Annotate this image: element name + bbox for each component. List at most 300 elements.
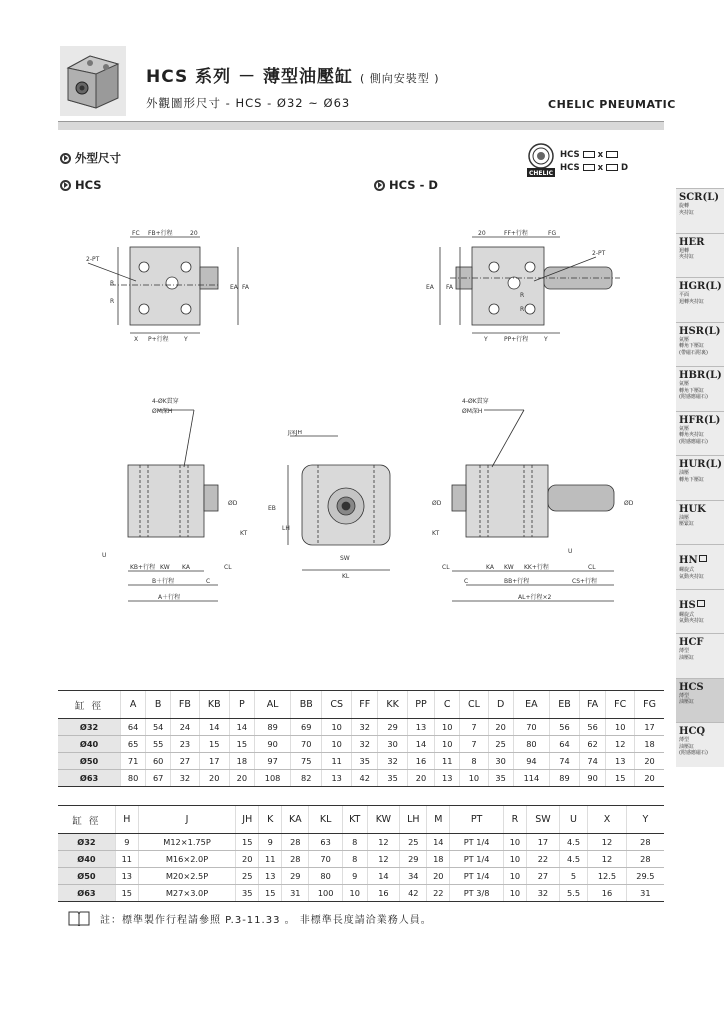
dim-label: KB+行程 [130,564,156,571]
table-cell: 108 [254,770,291,787]
table-cell: 23 [171,736,199,753]
table-cell: 11 [322,753,352,770]
table-cell: PT 3/8 [450,885,504,902]
table-cell: 74 [550,753,580,770]
column-header: M [427,806,450,834]
table-cell: 15 [259,885,282,902]
sidebar-item-desc: 迴轉夾持缸 [679,298,705,305]
column-header: PP [407,691,434,719]
footnote [68,910,432,926]
table-cell: 20 [229,770,254,787]
dim-label: ØM深H [152,408,173,415]
table-cell: 80 [513,736,550,753]
dim-label: FG [548,230,557,237]
column-header: FA [579,691,606,719]
title-sub: ( 側向安裝型 ) [359,72,440,85]
dim-label: 2-PT [592,250,606,257]
column-header: EA [513,691,550,719]
column-header: KA [282,806,309,834]
bore-size-cell: Ø32 [58,834,115,851]
column-header: KL [309,806,342,834]
column-header: BB [291,691,322,719]
sidebar-item-desc: 薄型 [679,692,690,699]
sidebar-item-code: HCS [679,681,704,693]
dim-label: R [110,280,115,287]
table-cell: 32 [378,753,408,770]
dim-label: CL [588,564,596,571]
drawing-hcs-side [100,395,260,605]
dim-label: CL [442,564,450,571]
column-header: A [121,691,146,719]
sidebar-item-desc: 轉角下壓缸 [679,343,705,349]
dim-label: KA [486,564,494,571]
column-header: K [259,806,282,834]
logo-badge-text: CHELIC [529,170,553,177]
column-header: KT [342,806,367,834]
table-cell: 27 [171,753,199,770]
table-cell: 13 [606,753,635,770]
table-cell: 80 [121,770,146,787]
sidebar-item-hcs[interactable] [676,678,724,723]
table-cell: 20 [635,753,664,770]
column-header: CS [322,691,352,719]
sidebar-item-desc: 油壓 [679,470,690,476]
column-header: CL [460,691,488,719]
sidebar-item-hsrl[interactable] [676,322,724,367]
table-cell: M12×1.75P [138,834,235,851]
sidebar-item-desc: (附感應磁石) [679,750,708,756]
dim-label: LH [282,525,290,532]
sidebar-item-code: HUR(L) [679,459,722,470]
table-cell: 16 [367,885,400,902]
column-header: EB [550,691,580,719]
drawing-hcs-top [80,225,280,345]
dim-label: KW [160,564,170,571]
table-cell: 17 [199,753,229,770]
sidebar-item-code: HER [679,236,705,248]
dim-label: EA [426,284,434,291]
table-cell: 10 [342,885,367,902]
dim-label: C [206,578,211,585]
column-header: FG [635,691,664,719]
dim-label: KT [240,530,248,537]
dim-label: FA [446,284,454,291]
table-cell: 55 [146,736,171,753]
dim-label: ØD [624,500,634,507]
table-cell: 30 [488,753,513,770]
table-row [58,868,664,885]
sidebar-item-code: HUK [679,503,706,515]
column-header: H [115,806,138,834]
sidebar-item-desc: 迴轉 [679,247,690,254]
table-cell: 10 [460,770,488,787]
table-cell: 42 [352,770,378,787]
table-cell: 31 [626,885,664,902]
dim-label: X [134,336,139,343]
table-cell: 14 [367,868,400,885]
table-cell: 69 [291,719,322,736]
sidebar-item-desc: 油壓缸 [679,699,695,705]
table-cell: 16 [588,885,627,902]
sidebar-item-desc: (帶磁石附裏) [679,349,708,356]
table-cell: 10 [435,736,460,753]
table-cell: 35 [488,770,513,787]
table-cell: 9 [115,834,138,851]
column-header: KK [378,691,408,719]
column-header: 缸 徑 [58,806,115,834]
table-row [58,885,664,902]
table-cell: 11 [435,753,460,770]
bore-size-cell: Ø40 [58,851,115,868]
table-cell: 60 [146,753,171,770]
sidebar-item-huk[interactable] [676,500,724,545]
table-cell: 89 [550,770,580,787]
column-header: FB [171,691,199,719]
column-header: JH [236,806,259,834]
table-cell: 80 [309,868,342,885]
table-cell: 28 [282,834,309,851]
bore-size-cell: Ø50 [58,753,121,770]
sidebar-item-desc: (附感應磁石) [679,438,708,445]
dim-label: FB+行程 [148,230,173,237]
table-cell: 64 [550,736,580,753]
table-cell: M27×3.0P [138,885,235,902]
table-cell: 12 [367,851,400,868]
product-sidebar [676,188,724,767]
dim-label: P+行程 [148,336,169,343]
sidebar-item-desc: 旋轉 [679,203,690,209]
sidebar-item-hurl[interactable] [676,455,724,500]
table-cell: 13 [435,770,460,787]
play-bullet-icon [60,180,71,191]
table-cell: 18 [635,736,664,753]
table-cell: 8 [460,753,488,770]
sidebar-item-desc: 薄型 [679,737,690,743]
table-cell: 4.5 [559,851,587,868]
dim-label: EA [230,284,238,291]
table-row [58,834,664,851]
table-cell: 4.5 [559,834,587,851]
column-header: KW [367,806,400,834]
table-cell: 7 [460,719,488,736]
table-cell: 29.5 [626,868,664,885]
dim-label: FF+行程 [504,230,528,237]
table-cell: 10 [503,868,526,885]
section-hcs-d: HCS - D [374,178,438,192]
bore-size-cell: Ø32 [58,719,121,736]
bore-size-cell: Ø50 [58,868,115,885]
dimension-table-2 [58,805,664,902]
book-icon [68,910,90,926]
table-cell: 74 [579,753,606,770]
table-cell: 70 [291,736,322,753]
dim-label: PP+行程 [504,336,529,343]
table-cell: 12.5 [588,868,627,885]
table-cell: 15 [199,736,229,753]
table-cell: 20 [199,770,229,787]
table-cell: 34 [400,868,427,885]
table-cell: 32 [526,885,559,902]
table-cell: 12 [606,736,635,753]
dim-label: ØD [228,500,238,507]
table-cell: 29 [378,719,408,736]
dim-label: C [464,578,469,585]
play-bullet-icon [374,180,385,191]
dim-label: R [520,306,525,313]
table-row [58,770,664,787]
sidebar-item-code: HFR(L) [679,414,721,426]
table-cell: 35 [352,753,378,770]
dim-label: 4-ØK貫穿 [462,398,489,405]
sidebar-item-her[interactable] [676,233,724,278]
table-cell: 15 [229,736,254,753]
note-text: 註：標準製作行程請參照 P.3-11.33 。 非標準長度請洽業務人員。 [100,914,432,926]
column-header: PT [450,806,504,834]
table-cell: 90 [254,736,291,753]
dim-label: R [520,292,525,299]
dim-label: B＋行程 [152,578,175,585]
table-cell: 14 [427,834,450,851]
table-cell: 10 [503,885,526,902]
dim-label: R [110,298,115,305]
table-cell: 32 [171,770,199,787]
table-cell: 22 [427,885,450,902]
dim-label: FC [132,230,140,237]
sidebar-item-desc: 氣壓 [679,381,690,387]
table-cell: 15 [236,834,259,851]
bore-size-cell: Ø63 [58,770,121,787]
table-cell: 24 [171,719,199,736]
sidebar-item-code: HCQ [679,726,706,737]
table-cell: 14 [199,719,229,736]
order-code-legend: HCS x HCS x D [560,150,629,173]
sidebar-item-desc: 轉角下壓缸 [679,476,705,483]
table-cell: M20×2.5P [138,868,235,885]
sidebar-item-desc: 螺旋式 [679,567,695,573]
sidebar-item-desc: 壓緊缸 [679,521,695,527]
page-title: HCS 系列 － 薄型油壓缸 ( 側向安裝型 ) [146,67,440,87]
dim-label: KL [342,573,350,580]
table-cell: 5 [559,868,587,885]
dim-label: KA [182,564,190,571]
column-header: KB [199,691,229,719]
table-cell: 67 [146,770,171,787]
table-cell: 12 [588,834,627,851]
sidebar-item-code: HGR(L) [679,281,722,292]
dim-label: CL [224,564,232,571]
table-cell: 8 [342,851,367,868]
column-header: 缸 徑 [58,691,121,719]
table-cell: 9 [259,834,282,851]
dim-label: BB+行程 [504,578,530,585]
column-header: FC [606,691,635,719]
table-cell: 20 [407,770,434,787]
dim-label: KW [504,564,514,571]
table-row [58,736,664,753]
column-header: X [588,806,627,834]
sidebar-item-code: HSR(L) [679,325,721,337]
table-cell: 18 [229,753,254,770]
table-cell: 70 [513,719,550,736]
table-cell: 31 [282,885,309,902]
table-cell: M16×2.0P [138,851,235,868]
column-header: U [559,806,587,834]
table-cell: 114 [513,770,550,787]
dim-label: KK+行程 [524,564,549,571]
table-cell: 11 [115,851,138,868]
table-cell: 42 [400,885,427,902]
dim-label: A＋行程 [158,594,181,601]
table-cell: 5.5 [559,885,587,902]
dim-label: Y [184,336,188,343]
sidebar-item-hgrl[interactable] [676,277,724,322]
checkbox-glyph-icon [699,555,707,562]
table-cell: 17 [635,719,664,736]
table-cell: 20 [236,851,259,868]
sidebar-item-desc: 夾持缸 [679,209,695,216]
sidebar-item-hn[interactable] [676,544,724,589]
table-cell: 18 [427,851,450,868]
sidebar-item-desc: 氣動夾持缸 [679,573,705,580]
table-cell: 13 [115,868,138,885]
dim-label: AL+行程×2 [518,594,552,601]
dim-label: U [102,552,107,559]
table-cell: PT 1/4 [450,868,504,885]
column-header: J [138,806,235,834]
table-cell: 13 [259,868,282,885]
sidebar-item-scrl[interactable] [676,188,724,233]
dim-label: 2-PT [86,256,100,263]
table-row [58,851,664,868]
table-cell: 15 [606,770,635,787]
sidebar-item-desc: 平面 [679,292,690,298]
sidebar-item-hbrl[interactable] [676,366,724,411]
dim-label: ØD [432,500,442,507]
sidebar-item-desc: 氣動夾持缸 [679,618,705,624]
table-cell: 13 [407,719,434,736]
column-header: Y [626,806,664,834]
table-row [58,719,664,736]
table-cell: 70 [309,851,342,868]
bore-size-cell: Ø40 [58,736,121,753]
table-cell: PT 1/4 [450,834,504,851]
table-cell: 10 [322,719,352,736]
column-header: SW [526,806,559,834]
table-cell: 65 [121,736,146,753]
table-cell: 32 [352,719,378,736]
table-cell: 62 [579,736,606,753]
table-cell: 11 [259,851,282,868]
sidebar-item-desc: 轉角下壓缸 [679,387,705,394]
sidebar-item-desc: 油壓缸 [679,743,695,750]
column-header: C [435,691,460,719]
dim-label: ØM深H [462,408,483,415]
chelic-logo-icon [524,140,558,180]
sidebar-item-desc: (附感應磁石) [679,394,708,400]
table-cell: 35 [236,885,259,902]
table-cell: 75 [291,753,322,770]
sidebar-item-code: HBR(L) [679,370,722,381]
table-cell: 97 [254,753,291,770]
table-cell: 10 [322,736,352,753]
sidebar-item-code: HN [679,555,698,566]
dim-label: KT [432,530,440,537]
table-cell: 56 [550,719,580,736]
table-cell: 15 [115,885,138,902]
dim-label: SW [340,555,350,562]
table-cell: 25 [400,834,427,851]
table-cell: 13 [322,770,352,787]
sidebar-item-desc: 薄型 [679,648,690,654]
dim-label: J深JH [288,430,303,436]
column-header: R [503,806,526,834]
section-hcs: HCS [60,178,102,192]
table-cell: 32 [352,736,378,753]
table-cell: 35 [378,770,408,787]
table-cell: 16 [407,753,434,770]
table-cell: 17 [526,834,559,851]
table-cell: 14 [407,736,434,753]
table-cell: 12 [367,834,400,851]
table-cell: 64 [121,719,146,736]
table-cell: 30 [378,736,408,753]
table-cell: 63 [309,834,342,851]
column-header: FF [352,691,378,719]
table-cell: 82 [291,770,322,787]
sidebar-item-desc: 夾持缸 [679,254,695,260]
column-header: AL [254,691,291,719]
table-cell: 94 [513,753,550,770]
sidebar-item-desc: 氣壓 [679,425,690,432]
header-bar [58,122,664,130]
column-header: LH [400,806,427,834]
dim-label: 20 [190,230,198,237]
product-image [60,46,126,116]
table-cell: 9 [342,868,367,885]
table-cell: PT 1/4 [450,851,504,868]
bore-size-cell: Ø63 [58,885,115,902]
dim-label: CS+行程 [572,578,598,585]
column-header: B [146,691,171,719]
table-cell: 29 [282,868,309,885]
sidebar-item-hcf[interactable] [676,633,724,678]
sidebar-item-code: SCR(L) [679,192,719,203]
table-cell: 71 [121,753,146,770]
sidebar-item-desc: 油壓缸 [679,654,695,661]
checkbox-glyph-icon [697,600,705,607]
sidebar-item-hs[interactable] [676,589,724,634]
sidebar-item-code: HCF [679,637,704,648]
table-cell: 27 [526,868,559,885]
sidebar-item-code: HS [679,599,696,611]
drawing-hcs-d-side [428,395,640,605]
table-cell: 7 [460,736,488,753]
sidebar-item-hcq[interactable] [676,722,724,767]
table-cell: 10 [503,834,526,851]
table-cell: 89 [254,719,291,736]
table-cell: 10 [606,719,635,736]
dim-label: 4-ØK貫穿 [152,398,179,405]
sidebar-item-hfrl[interactable] [676,411,724,456]
dim-label: Y [544,336,548,343]
table-cell: 20 [635,770,664,787]
table-cell: 25 [488,736,513,753]
table-cell: 100 [309,885,342,902]
table-cell: 28 [626,851,664,868]
section-outline: 外型尺寸 [60,150,121,166]
sidebar-item-desc: 螺旋式 [679,611,695,618]
table-cell: 28 [282,851,309,868]
